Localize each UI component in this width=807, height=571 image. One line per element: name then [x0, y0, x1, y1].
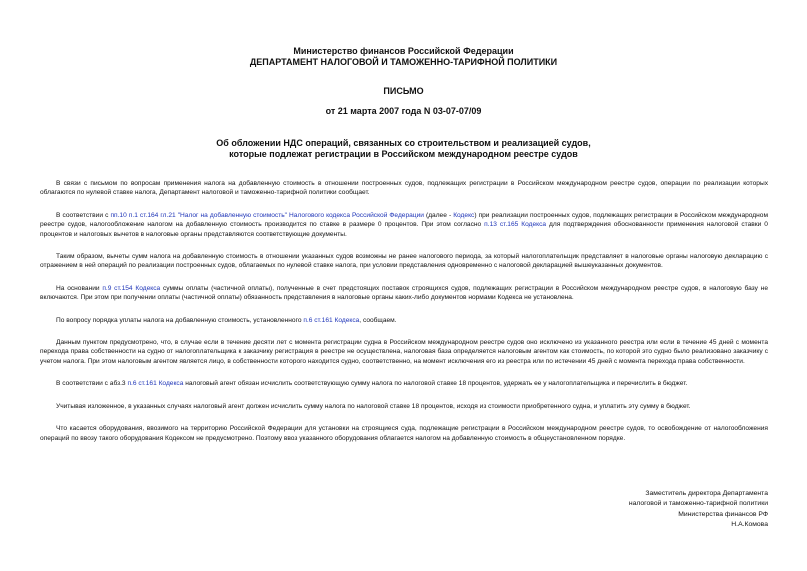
- paragraph-6: Данным пунктом предусмотрено, что, в случае если в течение десяти лет с момента регистрации судна в Российском международном реестре судов оно исключено из указанного реестра или если в течение 45 дней с момента перехода права собственности на судно от налогоплательщика к заказчику регистрация в реестре не осуществлена, налоговая база определяется налоговым агентом как стоимость, по которой это судно было реализовано заказчику с учетом налога. При этом налоговым агентом является лицо, в собственности которого находится судно, соответственно, на момент исключения его из реестра или по истечении 45 дней с момента перехода права собственности.: [40, 339, 768, 365]
- document-subject: [0, 138, 807, 160]
- code-link[interactable]: Кодекс: [453, 211, 475, 219]
- signer-title-line-3: Министерства финансов РФ: [678, 510, 768, 518]
- tax-code-article-164-link[interactable]: пп.10 п.1 ст.164 гл.21 "Налог на добавленную стоимость" Налогового кодекса Российской Федерации: [110, 211, 424, 219]
- paragraph-7: [40, 379, 768, 388]
- text-fragment: В соответствии с: [56, 211, 111, 219]
- department-name: ДЕПАРТАМЕНТ НАЛОГОВОЙ И ТАМОЖЕННО-ТАРИФНОЙ ПОЛИТИКИ: [249, 57, 558, 67]
- text-fragment: По вопросу порядка уплаты налога на добавленную стоимость, установленного: [56, 316, 304, 324]
- text-fragment: суммы оплаты (частичной оплаты), полученные в счет предстоящих поставок строящихся судов, подлежащих регистрации в Российском международном реестре судов, в налоговую базу не включаются. При этом при получении оплаты (частичной оплаты) обязанность представления в налоговые органы каких-либо документов нормами Кодекса не установлена.: [40, 284, 768, 302]
- article-161-link[interactable]: п.6 ст.161 Кодекса: [303, 316, 360, 324]
- text-fragment: ) при реализации построенных судов, подлежащих регистрации в Российском международном реестре судов, налогообложение налогом на добавленную стоимость производится по ставке в размере 0 процентов. При этом согласно: [40, 211, 768, 229]
- paragraph-2: [40, 211, 768, 239]
- subject-line-2: которые подлежат регистрации в Российском международном реестре судов: [229, 149, 578, 159]
- article-161-link[interactable]: п.6 ст.161 Кодекса: [127, 380, 184, 388]
- paragraph-3: Таким образом, вычеты сумм налога на добавленную стоимость в отношении указанных судов возможны не ранее налогового периода, за который налогоплательщик представляет в налоговые органы налоговую декларацию с отражением в ней операций по реализации построенных судов, облагаемых по нулевой ставке налога, при условии представления одновременно с налоговой декларацией вышеуказанных документов.: [40, 253, 768, 270]
- article-154-link[interactable]: п.9 ст.154 Кодекса: [102, 284, 161, 292]
- paragraph-8: Учитывая изложенное, в указанных случаях налоговый агент должен исчислить сумму налога по налоговой ставке 18 процентов, исходя из стоимости приобретенного судна, и уплатить эту сумму в бюджет.: [56, 402, 691, 410]
- text-fragment: В соответствии с абз.3: [56, 380, 128, 388]
- ministry-name: Министерство финансов Российской Федерации: [293, 46, 514, 56]
- text-fragment: налоговый агент обязан исчислить соответствующую сумму налога по налоговой ставке 18 процентов, удержать ее у налогоплательщика и перечислить в бюджет.: [183, 380, 688, 388]
- text-fragment: для подтверждения обоснованности применения налоговой ставки 0 процентов и налоговых вычетов в налоговые органы представляются соответствующие документы.: [40, 221, 768, 238]
- article-165-link[interactable]: п.13 ст.165 Кодекса: [484, 221, 547, 229]
- text-fragment: , сообщаем.: [359, 316, 397, 324]
- paragraph-9: Что касается оборудования, ввозимого на территорию Российской Федерации для установки на строящиеся суда, подлежащие регистрации в Российском международном реестре судов, то освобождение от налогообложения операций по ввозу такого оборудования Кодексом не предусмотрено. Поэтому ввоз указанного оборудования облагается налогом на добавленную стоимость в общеустановленном порядке.: [40, 425, 768, 442]
- document-date: от 21 марта 2007 года N 03-07-07/09: [325, 106, 482, 116]
- signer-name: Н.А.Комова: [731, 520, 768, 528]
- text-fragment: На основании: [56, 284, 103, 292]
- signer-title-line-1: Заместитель директора Департамента: [645, 490, 768, 497]
- paragraph-1: В связи с письмом по вопросам применения налога на добавленную стоимость в отношении построенных судов, подлежащих регистрации в Российском международном реестре судов, операции по реализации которых облагаются по нулевой ставке налога, Департамент налоговой и таможенно-тарифной политики сообщает.: [40, 180, 768, 197]
- paragraph-5: [40, 316, 768, 325]
- text-fragment: (далее -: [423, 211, 454, 219]
- document-type: ПИСЬМО: [383, 86, 424, 96]
- letter-header: [0, 46, 807, 68]
- paragraph-4: [40, 284, 768, 303]
- letter-body: [40, 179, 768, 456]
- signature-block: [629, 489, 768, 530]
- subject-line-1: Об обложении НДС операций, связанных со строительством и реализацией судов,: [216, 138, 591, 148]
- signer-title-line-2: налоговой и таможенно-тарифной политики: [628, 500, 768, 508]
